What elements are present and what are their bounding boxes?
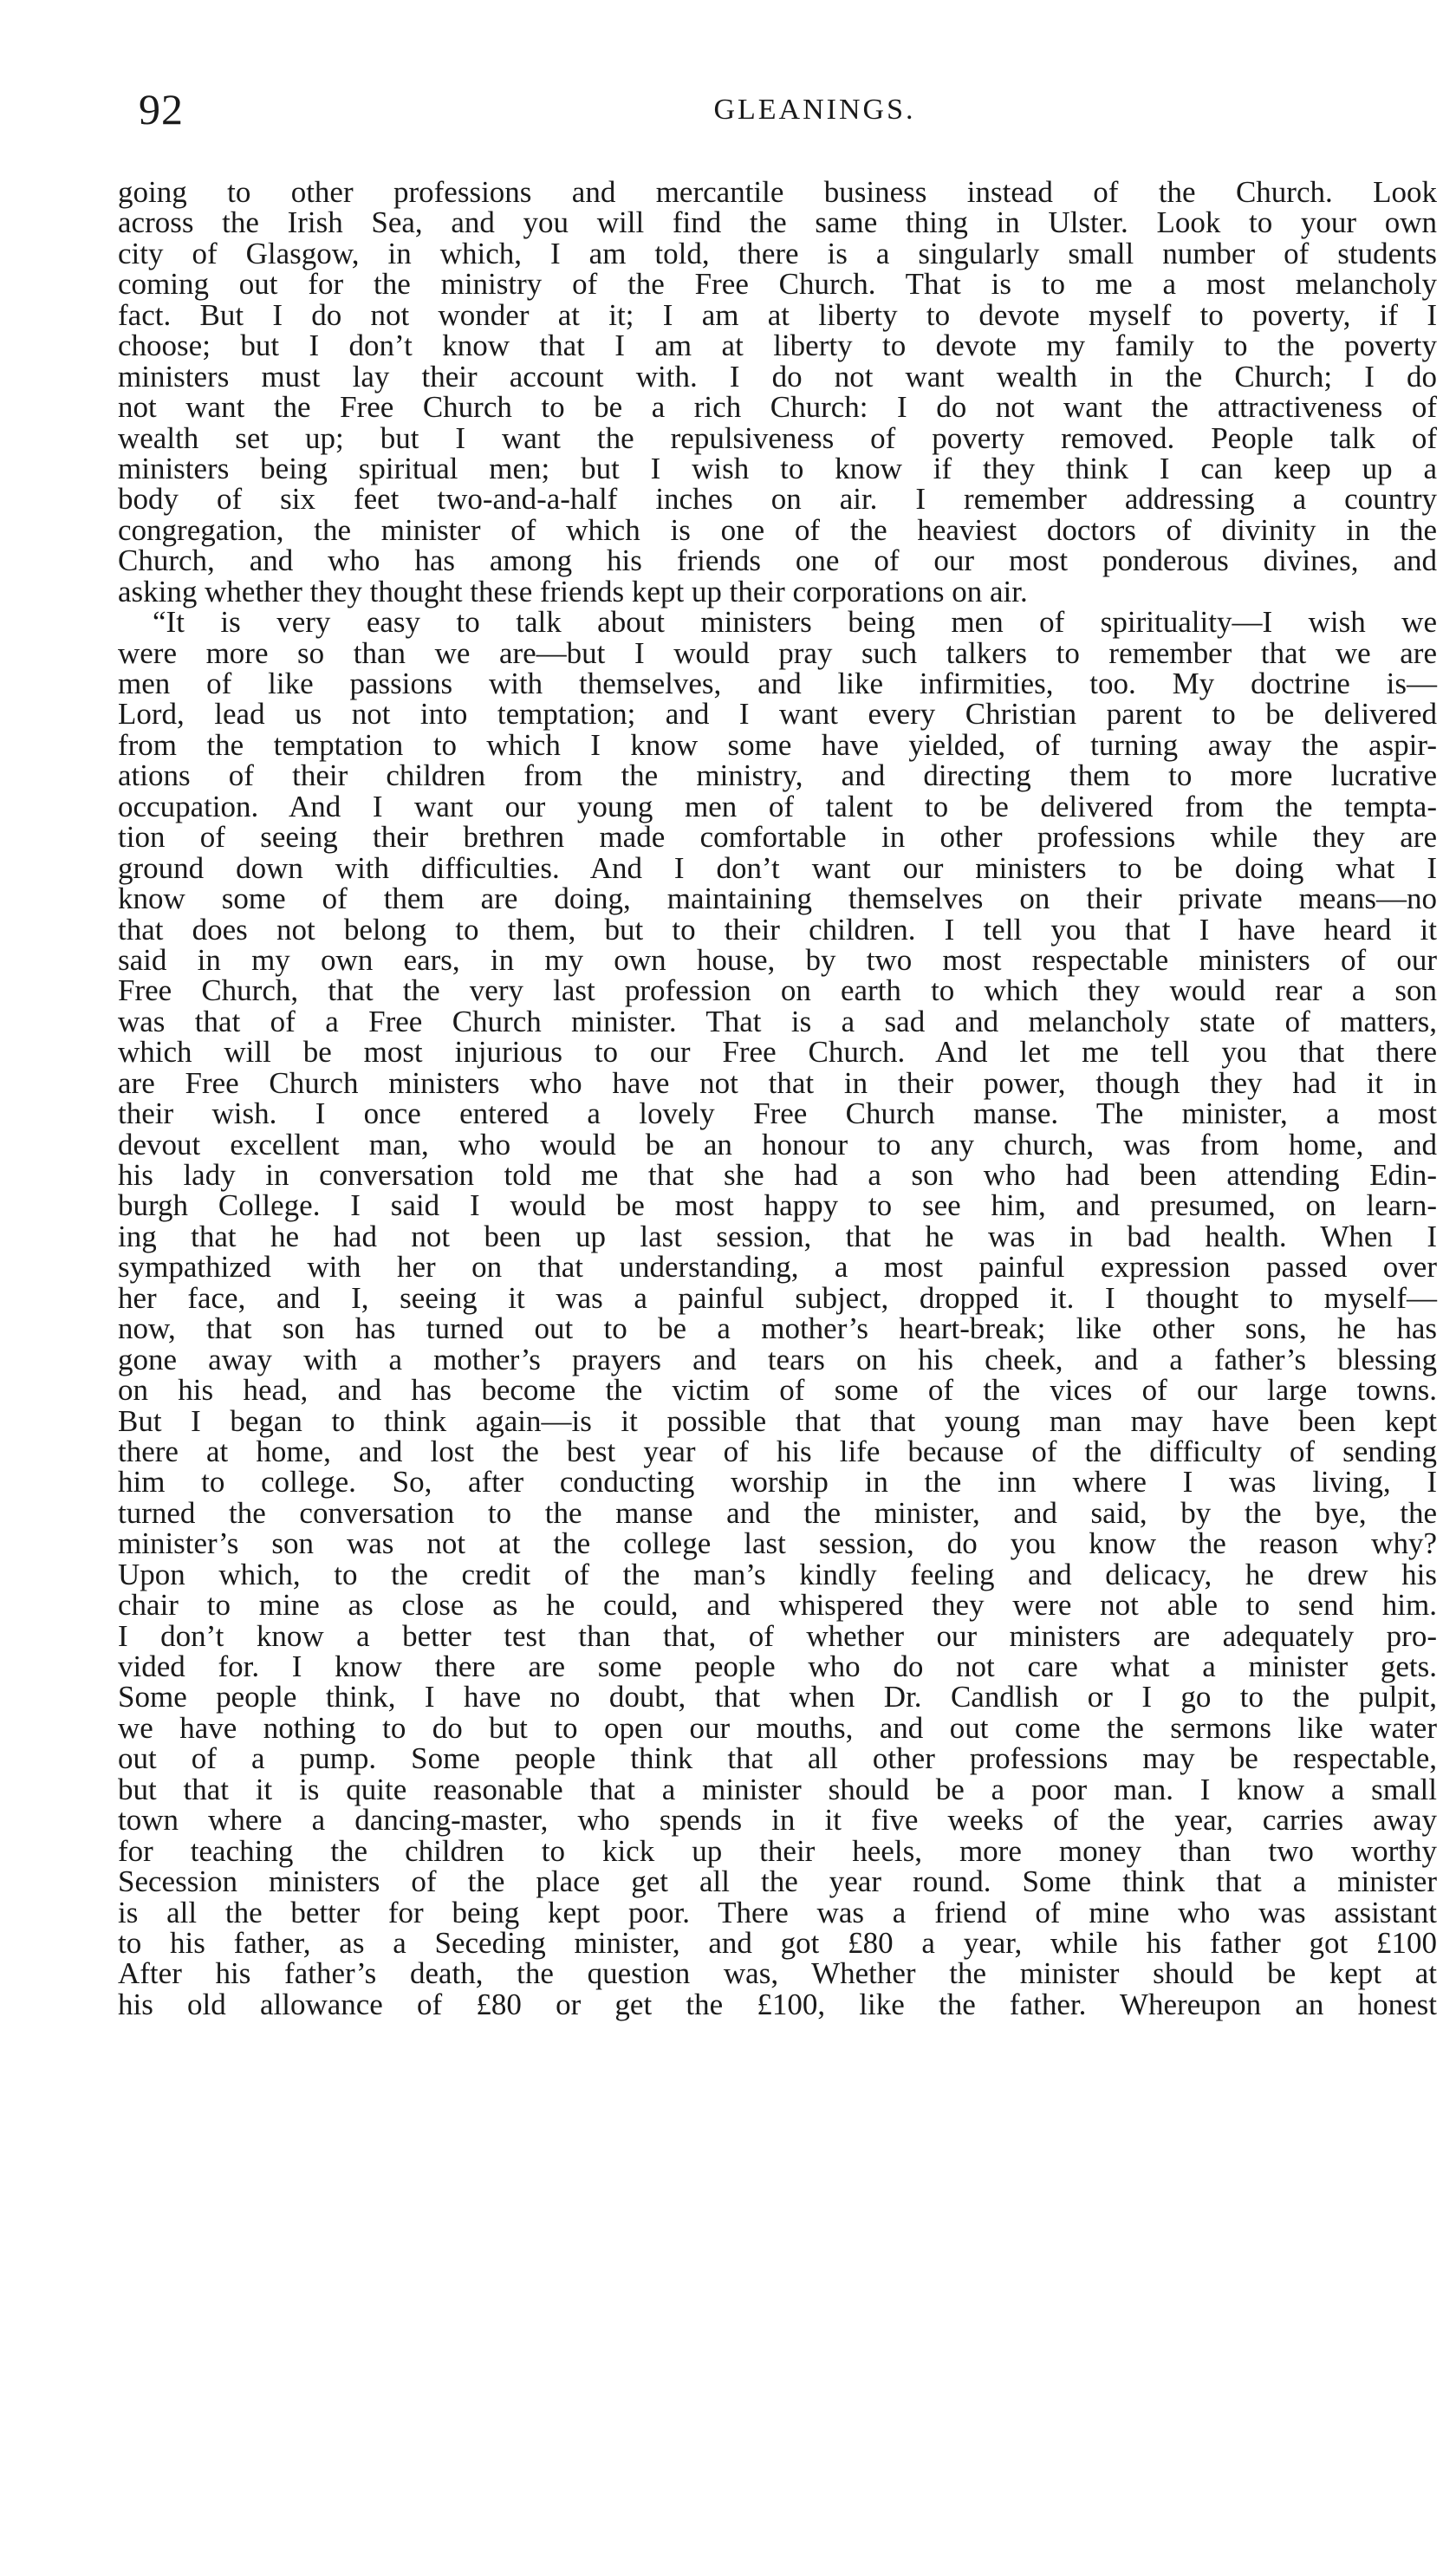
text-line: coming out for the ministry of the Free Church. That is to me a most melancholy: [118, 267, 1437, 302]
text-line: going to other professions and mercantile business instead of the Church. Look: [118, 175, 1437, 209]
text-line: gone away with a mother’s prayers and tears on his cheek, and a father’s blessing: [118, 1342, 1437, 1376]
text-line: After his father’s death, the question was, Whether the minister should be kept at: [118, 1956, 1437, 1991]
text-line: on his head, and has become the victim of some of the vices of our large towns.: [118, 1373, 1437, 1408]
text-line: Upon which, to the credit of the man’s kindly feeling and delicacy, he drew his: [118, 1557, 1437, 1591]
text-line: sympathized with her on that understanding, a most painful expression passed over: [118, 1250, 1437, 1285]
text-line: town where a dancing-master, who spends in it five weeks of the year, carries away: [118, 1803, 1437, 1838]
text-line: fact. But I do not wonder at it; I am at liberty to devote myself to poverty, if I: [118, 297, 1437, 332]
text-line: his old allowance of £80 or get the £100, like the father. Whereupon an honest: [118, 1987, 1437, 2021]
text-line: know some of them are doing, maintaining themselves on their private means—no: [118, 882, 1437, 916]
text-line: devout excellent man, who would be an honour to any church, was from home, and: [118, 1127, 1437, 1161]
text-line: that does not belong to them, but to their children. I tell you that I have heard it: [118, 912, 1437, 947]
text-line: is all the better for being kept poor. There was a friend of mine who was assistant: [118, 1895, 1437, 1929]
body-text: [118, 177, 1437, 2020]
running-head: [139, 83, 1439, 135]
text-line: city of Glasgow, in which, I am told, there is a singularly small number of students: [118, 236, 1437, 270]
text-line: ground down with difficulties. And I don’t want our ministers to be doing what I: [118, 850, 1437, 885]
text-line: vided for. I know there are some people who do not care what a minister gets.: [118, 1649, 1437, 1683]
text-line: I don’t know a better test than that, of whether our ministers are adequately pro-: [118, 1618, 1437, 1653]
text-line: turned the conversation to the manse and the minister, and said, by the bye, the: [118, 1495, 1437, 1530]
text-line: are Free Church ministers who have not that in their power, though they had it in: [118, 1065, 1437, 1100]
text-line: their wish. I once entered a lovely Free Church manse. The minister, a most: [118, 1096, 1437, 1131]
text-line: chair to mine as close as he could, and whispered they were not able to send him.: [118, 1588, 1437, 1623]
text-line: out of a pump. Some people think that all other professions may be respectable,: [118, 1741, 1437, 1776]
text-line: men of like passions with themselves, and like infirmities, too. My doctrine is—: [118, 667, 1437, 700]
text-line: wealth set up; but I want the repulsiveness of poverty removed. People talk of: [118, 420, 1437, 455]
text-line: now, that son has turned out to be a mother’s heart-break; like other sons, he has: [118, 1311, 1437, 1346]
text-line: Church, and who has among his friends one of our most ponderous divines, and: [118, 543, 1437, 578]
text-line: said in my own ears, in my own house, by two most respectable ministers of our: [118, 942, 1437, 977]
text-line: him to college. So, after conducting worship in the inn where I was living, I: [118, 1465, 1437, 1500]
text-line: across the Irish Sea, and you will find the same thing in Ulster. Look to your own: [118, 205, 1437, 240]
text-line: but that it is quite reasonable that a minister should be a poor man. I know a small: [118, 1772, 1437, 1806]
text-line: occupation. And I want our young men of talent to be delivered from the tempta-: [118, 789, 1437, 823]
text-line: ations of their children from the ministry, and directing them to more lucrative: [118, 758, 1437, 793]
text-line: “It is very easy to talk about ministers being men of spirituality—I wish we: [153, 605, 1437, 640]
page-number: 92: [139, 85, 184, 133]
text-line: not want the Free Church to be a rich Church: I do not want the attractiveness of: [118, 390, 1437, 425]
text-line: his lady in conversation told me that she had a son who had been attending Edin-: [118, 1158, 1437, 1192]
text-line: minister’s son was not at the college last session, do you know the reason why?: [118, 1526, 1437, 1561]
text-line: tion of seeing their brethren made comfortable in other professions while they are: [118, 820, 1437, 855]
text-line: was that of a Free Church minister. That is a sad and melancholy state of matters,: [118, 1004, 1437, 1038]
text-line: congregation, the minister of which is one of the heaviest doctors of divinity in the: [118, 512, 1437, 547]
running-title: GLEANINGS.: [713, 94, 916, 126]
text-line: her face, and I, seeing it was a painful subject, dropped it. I thought to myself—: [118, 1280, 1437, 1315]
text-line: ing that he had not been up last session, that he was in bad health. When I: [118, 1219, 1437, 1253]
text-line: Secession ministers of the place get all the year round. Some think that a minister: [118, 1864, 1437, 1899]
text-line: there at home, and lost the best year of his life because of the difficulty of sending: [118, 1434, 1437, 1468]
text-line: ministers being spiritual men; but I wish to know if they think I can keep up a: [118, 451, 1437, 485]
text-line: from the temptation to which I know some have yielded, of turning away the aspir-: [118, 727, 1437, 762]
text-line: we have nothing to do but to open our mouths, and out come the sermons like water: [118, 1710, 1437, 1745]
text-line: for teaching the children to kick up their heels, more money than two worthy: [118, 1833, 1437, 1868]
text-line: asking whether they thought these friends kept up their corporations on air.: [118, 574, 1028, 608]
text-line: to his father, as a Seceding minister, and got £80 a year, while his father got £100: [118, 1925, 1437, 1960]
text-line: But I began to think again—is it possible that that young man may have been kept: [118, 1403, 1437, 1438]
text-line: choose; but I don’t know that I am at liberty to devote my family to the poverty: [118, 329, 1437, 363]
text-line: Free Church, that the very last profession on earth to which they would rear a son: [118, 973, 1437, 1008]
text-line: ministers must lay their account with. I do not want wealth in the Church; I do: [118, 359, 1437, 394]
text-line: which will be most injurious to our Free Church. And let me tell you that there: [118, 1035, 1437, 1070]
text-line: were more so than we are—but I would pray such talkers to remember that we are: [118, 635, 1437, 670]
text-line: Some people think, I have no doubt, that when Dr. Candlish or I go to the pulpit,: [118, 1680, 1437, 1714]
text-line: body of six feet two-and-a-half inches on air. I remember addressing a country: [118, 482, 1437, 517]
text-line: burgh College. I said I would be most happy to see him, and presumed, on learn-: [118, 1188, 1437, 1223]
text-line: Lord, lead us not into temptation; and I want every Christian parent to be delivered: [118, 697, 1437, 732]
